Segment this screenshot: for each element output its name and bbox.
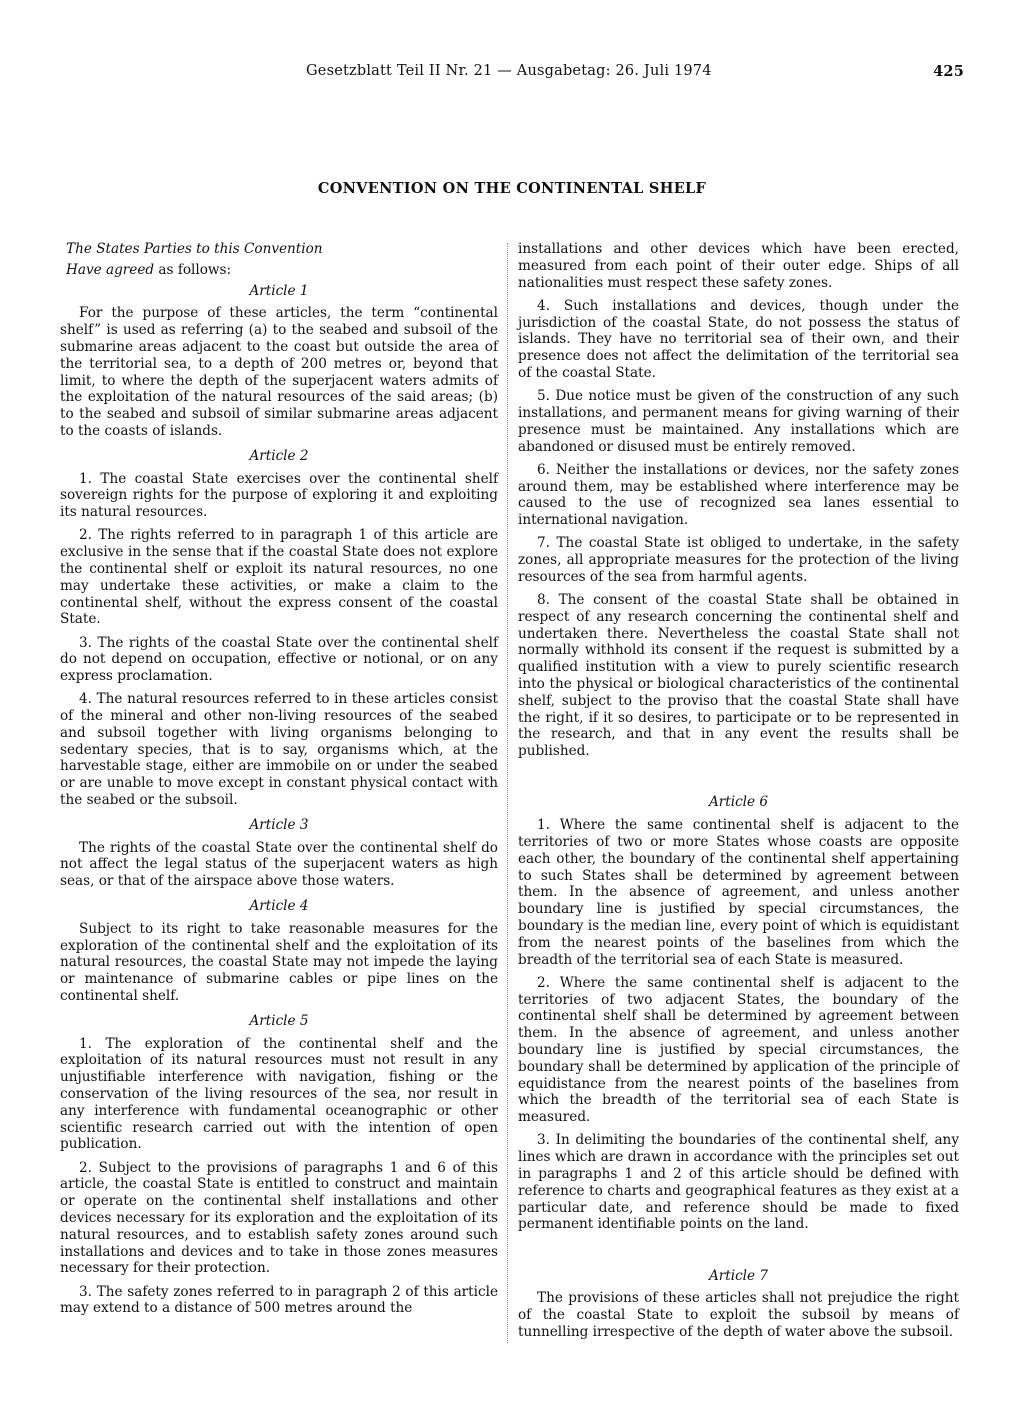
column-divider xyxy=(507,243,508,1343)
article-6-heading: Article 6 xyxy=(708,794,769,811)
preamble-agreed-rest: as follows: xyxy=(154,261,232,278)
article-7-heading: Article 7 xyxy=(708,1267,769,1284)
article-2-para-3: 3. The rights of the coastal State over the continental shelf do not depend on occupation, effective or notional, or on any express proclamation. xyxy=(60,634,498,685)
article-5-para-3: 3. The safety zones referred to in paragraph 2 of this article may extend to a distance of 500 metres around the xyxy=(60,1283,498,1317)
article-5-para-2: 2. Subject to the provisions of paragraphs 1 and 6 of this article, the coastal State is entitled to construct and maintain or operate on the continental shelf installations and other devices necessary for its exploration and the exploitation of its natural resources, and to establish safety zones around such installations and devices and to take in those zones measures necessary for their protection. xyxy=(60,1159,498,1277)
article-5-para-6: 6. Neither the installations or devices, nor the safety zones around them, may be established where interference may be caused to the use of recognized sea lanes essential to international navigation. xyxy=(518,461,959,529)
page-number: 425 xyxy=(933,63,964,80)
article-6-para-2: 2. Where the same continental shelf is adjacent to the territories of two adjacent States, the boundary of the continental shelf shall be determined by agreement between them. In the absence of agreement, and unless another boundary line is justified by special circumstances, the boundary shall be determined by application of the principle of equidistance from the nearest points of the baselines from which the breadth of the territorial sea of each State is measured. xyxy=(518,974,959,1126)
article-5-para-7: 7. The coastal State ist obliged to undertake, in the safety zones, all appropriate measures for the protection of the living resources of the sea from harmful agents. xyxy=(518,535,959,585)
document-title: CONVENTION ON THE CONTINENTAL SHELF xyxy=(317,180,707,197)
article-5-para-5: 5. Due notice must be given of the construction of any such installations, and permanent means for giving warning of their presence must be maintained. Any installations which are abandoned or disused must be entirely removed. xyxy=(518,388,959,455)
article-1-para: For the purpose of these articles, the term “continental shelf” is used as referring (a) to the seabed and subsoil of the submarine areas adjacent to the coast but outside the area of the territorial sea, to a depth of 200 metres or, beyond that limit, to where the depth of the superjacent waters admits of the exploitation of the natural resources of the said areas; (b) to the seabed and subsoil of similar submarine areas adjacent to the coasts of islands. xyxy=(60,305,498,439)
preamble-parties: The States Parties to this Convention xyxy=(66,241,323,257)
article-4-para: Subject to its right to take reasonable measures for the exploration of the continental shelf and the exploitation of its natural resources, the coastal State may not impede the laying or maintenance of submarine cables or pipe lines on the continental shelf. xyxy=(60,920,498,1005)
left-column xyxy=(60,241,498,1324)
article-5-heading: Article 5 xyxy=(249,1012,309,1029)
article-7-para: The provisions of these articles shall not prejudice the right of the coastal State to exploit the subsoil by means of tunnelling irrespective of the depth of water above the subsoil. xyxy=(518,1290,959,1340)
article-6-para-1: 1. Where the same continental shelf is adjacent to the territories of two or more States whose coasts are opposite each other, the boundary of the continental shelf appertaining to such States shall be determined by agreement between them. In the absence of agreement, and unless another boundary line is justified by special circumstances, the boundary is the median line, every point of which is equidistant from the nearest points of the baselines from which the breadth of the territorial sea of each State is measured. xyxy=(518,817,959,968)
article-2-para-4: 4. The natural resources referred to in these articles consist of the mineral and other non-living resources of the seabed and subsoil together with living organisms belonging to sedentary species, that is to say, organisms which, at the harvestable stage, either are immobile on or under the seabed or are unable to move except in constant physical contact with the seabed or the subsoil. xyxy=(60,691,498,809)
right-column xyxy=(518,241,959,1347)
article-3-heading: Article 3 xyxy=(249,816,309,833)
article-6-para-3: 3. In delimiting the boundaries of the continental shelf, any lines which are drawn in accordance with the principles set out in paragraphs 1 and 2 of this article should be defined with reference to charts and geographical features as they exist at a particular date, and reference should be made to fixed permanent identifiable points on the land. xyxy=(518,1132,959,1233)
running-header: Gesetzblatt Teil II Nr. 21 — Ausgabetag: 26. Juli 1974 xyxy=(306,63,712,79)
preamble-agreed-em: Have agreed xyxy=(66,261,155,278)
article-2-heading: Article 2 xyxy=(249,447,309,464)
article-3-para: The rights of the coastal State over the continental shelf do not affect the legal status of the superjacent waters as high seas, or that of the airspace above those waters. xyxy=(60,839,498,890)
article-5-para-8: 8. The consent of the coastal State shall be obtained in respect of any research concerning the continental shelf and undertaken there. Nevertheless the coastal State shall not normally withhold its consent if the request is submitted by a qualified institution with a view to purely scientific research into the physical or biological characteristics of the continental shelf, subject to the proviso that the coastal State shall have the right, if it so desires, to participate or to be represented in the research, and that in any event the results shall be published. xyxy=(518,592,959,760)
preamble-agreed xyxy=(66,262,498,279)
article-5-para-3-continued: installations and other devices which have been erected, measured from each point of their outer edge. Ships of all nationalities must respect these safety zones. xyxy=(518,241,959,291)
article-2-para-2: 2. The rights referred to in paragraph 1 of this article are exclusive in the sense that if the coastal State does not explore the continental shelf or exploit its natural resources, no one may undertake these activities, or make a claim to the continental shelf, without the express consent of the coastal State. xyxy=(60,527,498,628)
article-4-heading: Article 4 xyxy=(249,898,309,915)
article-5-para-1: 1. The exploration of the continental shelf and the exploitation of its natural resources must not result in any unjustifiable interference with navigation, fishing or the conservation of the living resources of the sea, nor result in any interference with fundamental oceanographic or other scientific research carried out with the intention of open publication. xyxy=(60,1035,498,1153)
article-5-para-4: 4. Such installations and devices, though under the jurisdiction of the coastal State, do not possess the status of islands. They have no territorial sea of their own, and their presence does not affect the delimitation of the territorial sea of the coastal State. xyxy=(518,297,959,381)
article-1-heading: Article 1 xyxy=(249,282,309,299)
article-2-para-1: 1. The coastal State exercises over the continental shelf sovereign rights for the purpose of exploring it and exploiting its natural resources. xyxy=(60,470,498,521)
